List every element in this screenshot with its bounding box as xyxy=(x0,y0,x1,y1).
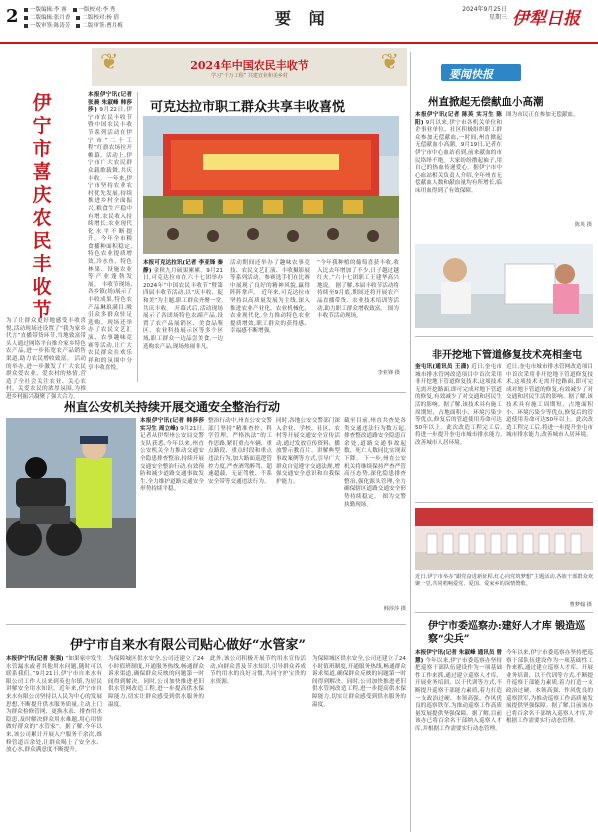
article-paragraph: 图为交警执勤现场。 xyxy=(344,493,406,508)
choir-caption: 近日,伊宁市举办“跟党奋进新征程,红心向党筑梦想”主题活动,各族干部群众欢聚一堂,共同唱响爱党、爱国、爱家乡的深情赞歌。 xyxy=(415,574,593,587)
article-paragraph: 一年来,伊宁市坚持农业农村优先发展,持续推进乡村全面振兴,粮食生产稳中有增,农民收入持续增长,农业现代化水平不断提升。今年全市粮食播种面积稳定,特色农业提质增效,冷水鱼、特色林果、设施农业等产业蓬勃发展。 xyxy=(88,175,132,288)
masthead xyxy=(0,0,598,44)
article-paragraph: 9月22日,伊宁市农民丰收节暨中国农民丰收节系列活动在伊宁市“二十工程”红旗农场拉开帷幕。活动上,伊宁市广大农民群众载歌载舞,共庆丰收。 xyxy=(88,107,132,182)
page-number: 2 xyxy=(6,6,19,27)
article-paragraph: 下一步,州直公安机关将继续保持严查严管高压态势,深化隐患排查整治,强化源头管理,全力确保辖区道路交通安全形势持续稳定。 xyxy=(344,455,406,500)
festival-stage-photo xyxy=(143,116,399,254)
article-paragraph: 9月21日,记者从伊犁州公安局交警支队获悉,今年以来,州直公安机关全力推动交通安全隐患排查整治,持续开展交通安全整治行动,有效预防和减少道路交通事故发生,全力维护道路交通安全形势持续平稳。 xyxy=(140,425,204,493)
article-water-col-1 xyxy=(6,656,102,834)
byline: 本报可克达拉讯(记者 李亚锋 秦静) xyxy=(143,260,223,274)
article-paragraph: 今年以来,伊宁市委巡察办坚持把巡察干部队伍建设作为一项基础性工作来抓,通过建立巡察人才库、开展业务培训、以干代训等方式,不断提升巡察干部能力素质,着力打造一支政治过硬、本领高强、作风优良的巡察铁军,为推动巡察工作高质量发展提供坚强保障。据了解,目前该办已将百余名干部纳入巡察人才库,并根据工作需要实行动态管理。 xyxy=(506,650,593,725)
article-traffic-col-3 xyxy=(276,418,340,618)
issue-date xyxy=(455,6,507,22)
article-paragraph: “如果家中发生水管漏水或者其他用水问题,随时可以联系我们。”9月21日,伊宁市自来水有限公司工作人员来到英也尔镇,为居民讲解安全用水知识。近年来,伊宁市自来水有限公司坚持以人民为中心的发展思想,不断提升供水服务质量,主动上门为群众检修管网、更换水表、排查用水隐患,及时解决群众用水难题,用心用情做好群众的“水管家”。据了解,今年以来,该公司累计开展入户服务千余次,维修管道百余处,让群众喝上了安全水、放心水,群众满意度不断提升。 xyxy=(6,656,103,754)
article-paragraph: 9月以来,伊宁市各机关单位和企事业单位、社区积极组织职工群众参加无偿献血,一时间,州直掀起无偿献血小高潮。9月19日,记者在伊宁市中心血站看到,前来献血的市民络绎不绝。大家纷纷撸起袖子,用自己的热血传递爱心。据伊宁市中心血站相关负责人介绍,全年州直无偿献血人数和献血量均有所增长,临床用血得到了有效保障。 xyxy=(415,119,503,194)
issue-weekday: 星期三 xyxy=(488,14,507,21)
editor-credits xyxy=(24,6,254,30)
section-rule xyxy=(415,336,593,337)
blood-donation-col-2 xyxy=(506,112,593,232)
article-paragraph: 今年以来,伊宁市委巡察办坚持把巡察干部队伍建设作为一项基础性工作来抓,通过建立巡察人才库、开展业务培训、以干代训等方式,不断提升巡察干部能力素质,着力打造一支政治过硬、本领高强、作风优良的巡察铁军,为推动巡察工作高质量发展提供坚强保障。据了解,目前该办已将百余名干部纳入巡察人才库,并根据工作需要实行动态管理。 xyxy=(415,657,502,732)
article-paragraph: 此外,该公司积极开展节约用水宣传活动,向群众普及节水知识,引导群众养成节约用水的良好习惯,共同守护宝贵的水资源。 xyxy=(210,656,306,685)
byline: 本报伊宁讯(记者 韩莎莎 实习生 周立峰) xyxy=(140,418,204,432)
blood-donation-col-1 xyxy=(415,112,502,238)
wheat-icon: ❦ xyxy=(100,50,119,75)
blood-donation-photo xyxy=(415,244,593,328)
article-paragraph: 图为市民正在参加无偿献血。 xyxy=(506,112,579,118)
section-rule xyxy=(415,612,593,613)
article-paragraph: 图为丰收节活动现场。 xyxy=(317,305,399,320)
article-kekedala-col-3 xyxy=(317,260,399,360)
inspection-col-1 xyxy=(415,650,502,834)
column-rule xyxy=(137,92,138,382)
photo-credit: 陈英 摄 xyxy=(574,222,592,228)
choir-photo xyxy=(415,508,593,570)
article-paragraph: 整治行动中,州直公安交警部门坚持“精准查控、科学管理、严格执法”的工作思路,紧盯重点车辆、重点路段、重点时段和重点违法行为,加大路面巡逻管控力度,严查酒驾醉驾、超速超载、无证驾驶、不系安全带等交通违法行为。 xyxy=(208,418,272,485)
editor-credit: 一版编辑:李 睿 xyxy=(30,7,67,13)
wheat-icon: ❦ xyxy=(380,50,399,75)
article-paragraph: 丰收节现场,各乡镇(场)展示了丰收成果,特色农产品琳琅满目,吸引众多群众驻足选购。现场还举办了农民文艺汇演、农事趣味竞赛等活动,让广大农民群众在欢乐祥和的氛围中分享丰收喜悦。 xyxy=(88,281,132,372)
choir-photo-illustration xyxy=(415,508,593,570)
article-water-col-2 xyxy=(108,656,204,834)
article-main-text-1 xyxy=(88,92,132,384)
article-kekedala-col-2 xyxy=(230,260,310,384)
article-paragraph: 为保障城区供水安全,公司还建立了24小时值班制度,开通服务热线,畅通群众诉求渠道,确保群众反映的问题第一时间得到解决。同时,公司加快推进老旧供水管网改造工程,进一步提高供水保障能力,切实让群众感受到供水服务的温度。 xyxy=(108,656,204,708)
article-water-col-4 xyxy=(312,656,406,834)
headline-traffic: 州直公安机关持续开展交通安全整治行动 xyxy=(64,400,281,414)
photo-credit: 韩莎莎 摄 xyxy=(383,606,406,612)
editor-credit: 一版校对:李 秀 xyxy=(78,7,116,13)
editor-credit: 一版审签:陈涛芳 xyxy=(30,23,71,29)
section-title: 要 闻 xyxy=(275,9,331,28)
traffic-police-photo xyxy=(6,418,136,588)
photo-credit: 李亚锋 摄 xyxy=(377,370,400,376)
article-traffic-col-2 xyxy=(208,418,272,618)
article-traffic-col-4 xyxy=(344,418,406,603)
article-paragraph: 近日,奎屯市城市排水管网改造项目中首次采用非开挖地下管道修复技术,这项技术无需开挖路面,即可完成对地下管道的修复,有效减少了对交通和居民生活的影响。据了解,该技术具有施工周期短、占地面积小、环境污染少等优点,修复后的管道使用寿命可达50年以上。此次改造工程完工后,将进一步提升奎屯市城市排水能力,改善城市人居环境。 xyxy=(506,364,593,439)
kuaibao-label: 要闻快报 xyxy=(449,68,493,81)
byline: 本报伊宁讯(记者 陈英 实习生 陈阳) xyxy=(415,112,502,126)
byline: 本报伊宁讯(记者 张强) xyxy=(6,656,64,662)
article-paragraph: 截至目前,州直共查处各类交通违法行为数万起,排查整改道路安全隐患百余处,道路交通事故起数、死亡人数同比实现双下降。 xyxy=(344,418,406,462)
stage-photo-illustration xyxy=(143,116,399,254)
byline: 奎屯讯(通讯员 王潇) xyxy=(415,364,470,370)
article-paragraph: 近日,奎屯市城市排水管网改造项目中首次采用非开挖地下管道修复技术,这项技术无需开挖路面,即可完成对地下管道的修复,有效减少了对交通和居民生活的影响。据了解,该技术具有施工周期短、占地面积小、环境污染少等优点,修复后的管道使用寿命可达50年以上。此次改造工程完工后,将进一步提升奎屯市城市排水能力,改善城市人居环境。 xyxy=(415,364,503,446)
article-paragraph: 为了让群众更好地感受丰收喜悦,活动现场还设置了“我为家乡代言”直播带货环节,当地致富带头人通过网络平台推介家乡特色农产品,进一步拓宽农产品销售渠道,助力农民增收致富。 xyxy=(6,318,86,362)
headline-inspection: 伊宁市委巡察办:建好人才库 锻造巡察“尖兵” xyxy=(428,621,586,645)
main-vertical-headline: 伊宁市喜庆农民丰收节 xyxy=(32,92,52,321)
article-paragraph: 活动的举办,进一步激发了广大农民群众爱农业、爱农村的热情,营造了全社会关注农业、关心农村、关爱农民的浓厚氛围,为推进乡村振兴凝聚了强大合力。 xyxy=(6,355,86,400)
article-main-text-2 xyxy=(6,318,86,400)
headline-pipe-repair: 非开挖地下管道修复技术亮相奎屯 xyxy=(432,350,582,361)
pipe-repair-col-2 xyxy=(506,364,593,496)
paper-logo: 伊犁日报 xyxy=(512,9,580,29)
pipe-repair-col-1 xyxy=(415,364,502,496)
inspection-col-2 xyxy=(506,650,593,834)
section-rule xyxy=(6,624,406,625)
article-paragraph: “今年我种植的葡萄喜获丰收,收入比去年增加了不少,日子越过越红火。”六十七团职工王建华高兴地说。 xyxy=(317,260,399,289)
byline: 本报伊宁讯(记者 张晨 朱淑峰 韩莎莎) xyxy=(88,92,132,114)
issue-date-text: 2024年9月25日 xyxy=(462,6,507,13)
section-rule xyxy=(415,502,593,503)
festival-banner xyxy=(92,48,407,86)
headline-water: 伊宁市自来水有限公司贴心做好“水管家” xyxy=(70,638,306,653)
column-rule xyxy=(410,52,411,832)
headline-blood-donation: 州直掀起无偿献血小高潮 xyxy=(428,96,544,108)
festival-title: 2024年中国农民丰收节 xyxy=(190,59,309,72)
photo-credit: 曹梦翰 摄 xyxy=(569,602,592,608)
article-traffic-col-1 xyxy=(140,418,204,618)
blood-donation-illustration xyxy=(415,244,593,328)
article-kekedala-col-1 xyxy=(143,260,223,384)
article-paragraph: 同时,各地公安交警部门深入企业、学校、社区、农村等开展交通安全宣传活动,通过发放宣传资料、播放警示教育片、讲解典型事故案例等方式,引导广大群众自觉遵守交通法规,增强交通安全意识和自我保护能力。 xyxy=(276,418,340,485)
headline-kekedala: 可克达拉市职工群众共享丰收喜悦 xyxy=(150,100,346,115)
article-water-col-3 xyxy=(210,656,306,834)
article-paragraph: 活动期间还举办了趣味农事竞技、农民文艺汇演、丰收摄影展等系列活动。参赛选手们在比赛中展现了良好的精神风貌,赢得阵阵掌声。 xyxy=(230,260,310,297)
article-paragraph: 开幕式后,活动现场展示了各团场特色农副产品,设置了农产品展销区、美食品鉴区、农业科技展示区等多个区域,职工群众一边品尝美食,一边选购农产品,现场热闹非凡。 xyxy=(143,305,223,350)
festival-subtitle: 学习“千万工程” 共建宜业和美乡村 xyxy=(211,73,288,79)
article-paragraph: 为保障城区供水安全,公司还建立了24小时值班制度,开通服务热线,畅通群众诉求渠道,确保群众反映的问题第一时间得到解决。同时,公司加快推进老旧供水管网改造工程,进一步提高供水保障能力,切实让群众感受到供水服务的温度。 xyxy=(312,656,406,708)
editor-credit: 二版审签:曹月梅 xyxy=(82,23,123,29)
article-paragraph: 近年来,可克达拉市坚持以高质量发展为主线,深入推进农业产业化、农业机械化、农业现代化,全力推动特色农业提质增效,职工群众的获得感、幸福感不断增强。 xyxy=(230,290,310,335)
article-paragraph: 据了解,本届丰收节活动将持续至9月底,期间还将开展农产品直播带货、农业技术培训等活动,助力职工群众增收致富。 xyxy=(317,282,399,312)
editor-credit: 二版编辑:张月香 xyxy=(30,15,71,21)
section-rule xyxy=(6,392,406,393)
kuaibao-header xyxy=(441,64,521,81)
article-paragraph: 金秋九月硕果累累。9月21日,可克达拉市在六十七团举办2024年“中国农民丰收节”暨第四届丰收节活动,以“庆丰收、促和美”为主题,职工群众齐聚一堂,共庆丰收。 xyxy=(143,267,223,312)
byline: 本报伊宁讯(记者 朱淑峰 通讯员 曾慧) xyxy=(415,650,502,664)
traffic-photo-illustration xyxy=(6,418,136,588)
editor-credit: 二版校对:杨 倩 xyxy=(82,15,119,21)
